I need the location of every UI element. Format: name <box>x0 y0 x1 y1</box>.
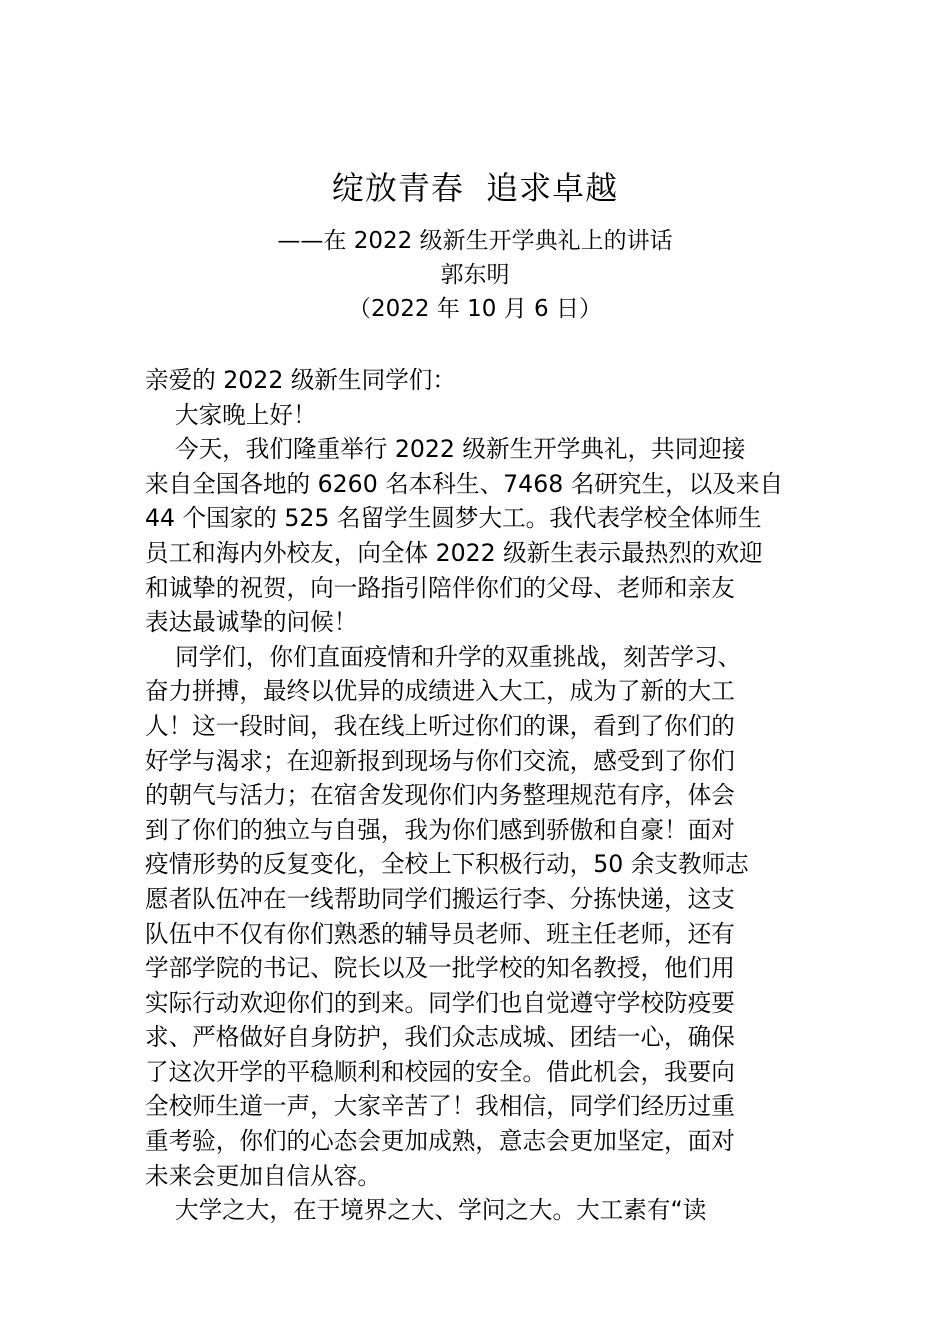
text-line: 大学之大，在于境界之大、学问之大。大工素有“读 <box>145 1196 707 1225</box>
text-line: 奋力拼搏，最终以优异的成绩进入大工，成为了新的大工 <box>145 677 735 706</box>
text-line: 愿者队伍冲在一线帮助同学们搬运行李、分拣快递，这支 <box>145 884 735 913</box>
text-line: 同学们，你们直面疫情和升学的双重挑战，刻苦学习、 <box>145 642 742 671</box>
document-author: 郭东明 <box>440 262 510 288</box>
text-line: 未来会更加自信从容。 <box>145 1161 381 1190</box>
text-line: 实际行动欢迎你们的到来。同学们也自觉遵守学校防疫要 <box>145 988 735 1017</box>
text-line: 全校师生道一声，大家辛苦了！我相信，同学们经历过重 <box>145 1092 735 1121</box>
text-line: 重考验，你们的心态会更加成熟，意志会更加坚定，面对 <box>145 1127 735 1156</box>
text-line: 求、严格做好自身防护，我们众志成城、团结一心，确保 <box>145 1023 735 1052</box>
speech-body <box>145 363 810 1228</box>
text-line: 到了你们的独立与自强，我为你们感到骄傲和自豪！面对 <box>145 815 735 844</box>
text-line: 大家晚上好！ <box>145 400 317 429</box>
text-line: 44 个国家的 525 名留学生圆梦大工。我代表学校全体师生 <box>145 504 762 533</box>
text-line: 疫情形势的反复变化，全校上下积极行动，50 余支教师志 <box>145 850 749 879</box>
document-title: 绽放青春 追求卓越 <box>331 169 619 207</box>
text-line: 员工和海内外校友，向全体 2022 级新生表示最热烈的欢迎 <box>145 538 763 567</box>
text-line: 和诚挚的祝贺，向一路指引陪伴你们的父母、老师和亲友 <box>145 573 735 602</box>
text-line: 今天，我们隆重举行 2022 级新生开学典礼，共同迎接 <box>145 435 746 464</box>
text-line: 了这次开学的平稳顺利和校园的安全。借此机会，我要向 <box>145 1057 735 1086</box>
text-line: 亲爱的 2022 级新生同学们： <box>145 366 456 394</box>
document-date: （2022 年 10 月 6 日） <box>348 296 602 322</box>
text-line: 学部学院的书记、院长以及一批学校的知名教授，他们用 <box>145 954 735 983</box>
document-subtitle: ——在 2022 级新生开学典礼上的讲话 <box>277 228 673 254</box>
text-line: 来自全国各地的 6260 名本科生、7468 名研究生，以及来自 <box>145 469 784 498</box>
text-line: 的朝气与活力；在宿舍发现你们内务整理规范有序，体会 <box>145 781 735 810</box>
text-line: 表达最诚挚的问候！ <box>145 608 358 637</box>
text-line: 好学与渴求；在迎新报到现场与你们交流，感受到了你们 <box>145 746 735 775</box>
text-line: 队伍中不仅有你们熟悉的辅导员老师、班主任老师，还有 <box>145 919 735 948</box>
text-line: 人！这一段时间，我在线上听过你们的课，看到了你们的 <box>145 711 735 740</box>
